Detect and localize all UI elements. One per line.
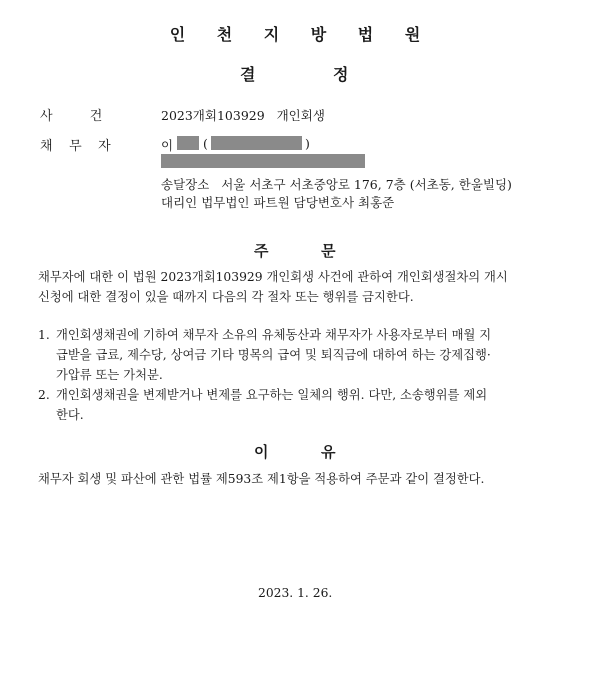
paren-open: (: [203, 136, 208, 151]
redacted-address: [161, 154, 365, 168]
reason-text: 채무자 회생 및 파산에 관한 법률 제593조 제1항을 적용하여 주문과 같이 결정한다.: [38, 472, 485, 486]
doc-type-char-1: 결: [240, 65, 256, 84]
order-intro-line-1: 채무자에 대한 이 법원 2023개회103929 개인회생 사건에 관하여 개인회생절차의 개시: [38, 270, 508, 284]
order-item-2-line-2: 한다.: [56, 408, 84, 422]
case-number: 2023개회103929 개인회생: [161, 108, 325, 123]
reason-heading-char-2: 유: [321, 443, 336, 461]
service-place: 송달장소 서울 서초구 서초중앙로 176, 7층 (서초동, 한울빌딩): [161, 177, 512, 192]
order-heading-char-2: 문: [321, 242, 336, 260]
case-label: 사 건: [40, 109, 103, 124]
order-item-1-number: 1.: [38, 328, 50, 342]
order-heading-char-1: 주: [254, 242, 269, 260]
paren-close: ): [305, 136, 310, 151]
order-item-1-line-3: 가압류 또는 가처분.: [56, 368, 163, 382]
order-item-2-number: 2.: [38, 388, 50, 402]
redacted-id: [211, 136, 302, 150]
reason-heading-char-1: 이: [254, 443, 269, 461]
debtor-name-prefix: 이: [161, 138, 174, 153]
court-name: 인 천 지 방 법 원: [169, 25, 434, 44]
debtor-label: 채 무 자: [40, 139, 111, 154]
doc-type-char-2: 정: [333, 65, 349, 84]
order-intro-line-2: 신청에 대한 결정이 있을 때까지 다음의 각 절차 또는 행위를 금지한다.: [38, 290, 414, 304]
legal-agent: 대리인 법무법인 파트원 담당변호사 최홍준: [161, 195, 395, 210]
decision-date: 2023. 1. 26.: [258, 586, 333, 600]
order-item-2-line-1: 개인회생채권을 변제받거나 변제를 요구하는 일체의 행위. 다만, 소송행위를 제외: [56, 388, 488, 402]
redacted-name: [177, 136, 199, 150]
order-item-1-line-1: 개인회생채권에 기하여 채무자 소유의 유체동산과 채무자가 사용자로부터 매월 지: [56, 328, 492, 342]
order-item-1-line-2: 급받을 급료, 제수당, 상여금 기타 명목의 급여 및 퇴직금에 대하여 하는 강제집행·: [56, 348, 491, 362]
